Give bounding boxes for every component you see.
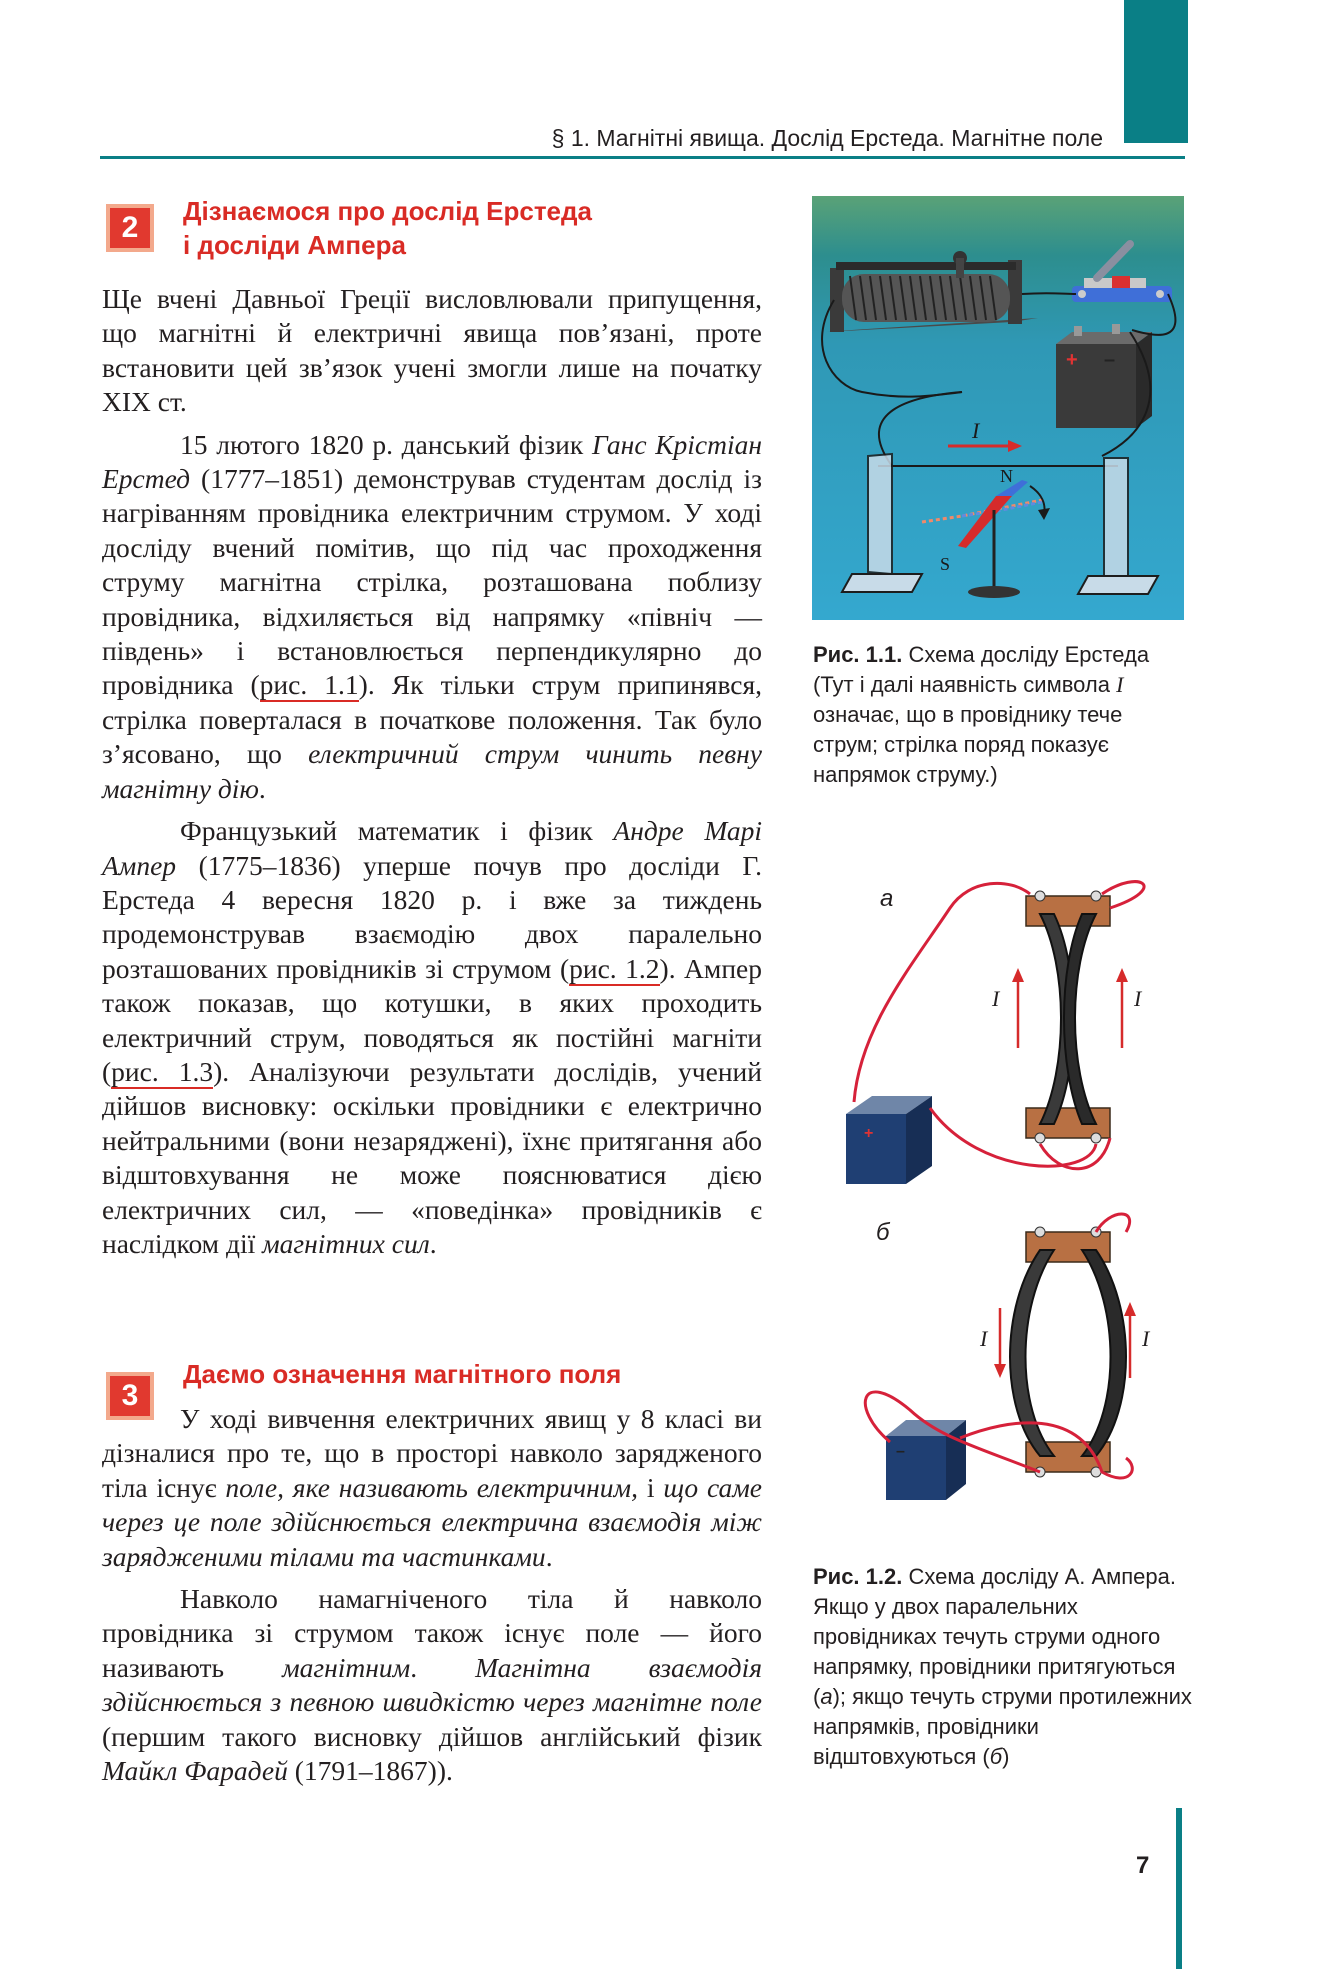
svg-text:+: + xyxy=(1066,349,1078,371)
header-rule xyxy=(100,156,1185,159)
section-2-badge: 2 xyxy=(110,208,150,248)
fig2-label-b: б xyxy=(876,1219,890,1246)
figure-1-1-oersted-experiment xyxy=(812,196,1184,620)
ref-fig-1-2[interactable]: рис. 1.2 xyxy=(569,952,660,984)
paragraph-3: Французький математик і фізик Андре Марі Ампер (1775–1836) уперше почув про досліди Г. Ерстеда 4 вересня 1820 р. і вже за тиждень продемонстрував взаємодію двох паралельно розташованих провідників зі струмом (рис. 1.2). Ампер також показав, що котушки, в яких проходить електричний струм, поводяться як постійні магніти (рис. 1.3). Аналізуючи результати дослідів, учений дійшов висновку: оскільки провідники є електрично нейтральними (вони незаряджені), їхнє притягання або відштовхування не може пояснюватися дією електричних сил, — «поведінка» провідників є наслідком дії магнітних сил. xyxy=(102,815,762,1259)
running-header: § 1. Магнітні явища. Дослід Ерстеда. Магнітне поле xyxy=(551,125,1103,151)
section-2-title-line2: і досліди Ампера xyxy=(183,230,406,260)
ref-fig-1-1[interactable]: рис. 1.1 xyxy=(259,669,359,701)
name-oersted: Ганс Крістіан Ерстед xyxy=(102,428,762,495)
page-number: 7 xyxy=(1136,1852,1150,1879)
fig2b-current-left: I xyxy=(980,1326,988,1351)
paragraph-4: У ході вивчення електричних явищ у 8 класі ви дізналися про те, що в просторі навколо зарядженого тіла існує поле, яке називають електричним, і що саме через це поле здійснюється електрична взаємодія між зарядженими тілами та частинками. xyxy=(102,1403,762,1572)
conductors-repelling-icon xyxy=(1010,1227,1126,1477)
emphasis-electric-interaction: що саме через це поле здійснюється електрична взаємодія між зарядженими тілами та частинками xyxy=(102,1471,762,1572)
fig1-south-label: S xyxy=(940,554,951,574)
svg-text:–: – xyxy=(1104,349,1116,371)
chapter-tab-bottom xyxy=(1176,1808,1182,1969)
fig2a-current-right: I xyxy=(1134,986,1142,1011)
caption-fig-1-1: Рис. 1.1. Схема досліду Ерстеда (Тут і далі наявність символа I означає, що в провіднику тече струм; стрілка поряд показує напрямок струму.) xyxy=(813,642,1150,787)
svg-text:+: + xyxy=(864,1125,874,1142)
section-3-title: Даємо означення магнітного поля xyxy=(183,1359,622,1389)
fig2a-current-left: I xyxy=(992,986,1000,1011)
body-text-block-2 xyxy=(102,1402,762,1788)
caption-fig-1-2: Рис. 1.2. Схема досліду А. Ампера. Якщо у двох паралельних провідниках течуть струми одного напрямку, провідники притягуються (а); якщо течуть струми протилежних напрямків, провідники відштовхуються (б) xyxy=(813,1564,1192,1769)
emphasis-magnetic-forces: магнітних сил xyxy=(262,1227,430,1259)
chapter-tab-top xyxy=(1124,0,1188,143)
name-faraday: Майкл Фарадей xyxy=(102,1755,288,1787)
paragraph-2: 15 лютого 1820 р. данський фізик Ганс Крістіан Ерстед (1777–1851) демонстрував студентам дослід із нагріванням провідника електричним струмом. У ході досліду вчений помітив, що під час проходження струму магнітна стрілка, розташована поблизу провідника, відхиляється від напрямку «північ — південь» і встановлюється перпендикулярно до провідника (рис. 1.1). Як тільки струм припинявся, стрілка поверталася в початкове положення. Так було з’ясовано, що електричний струм чинить певну магнітну дію. xyxy=(102,428,762,804)
figure-1-2-ampere-experiment xyxy=(840,848,1170,1508)
svg-text:–: – xyxy=(896,1443,905,1460)
fig2b-current-right: I xyxy=(1142,1326,1150,1351)
emphasis-magnetic-interaction: Магнітна взаємодія здійснюється з певною швидкістю через магнітне поле xyxy=(102,1651,762,1718)
paragraph-1: Ще вчені Давньої Греції висловлювали припущення, що магнітні й електричні явища пов’язані, проте встановити цей зв’язок учені змогли лише на початку XIX ст. xyxy=(102,283,762,418)
fig1-current-label: I xyxy=(972,418,980,443)
conductors-attracting-icon xyxy=(1026,891,1110,1143)
name-ampere: Андре Марі Ампер xyxy=(102,815,762,881)
section-2-title-line1: Дізнаємося про дослід Ерстеда xyxy=(183,196,592,226)
paragraph-5: Навколо намагніченого тіла й навколо провідника зі струмом також існує поле — його називають магнітним. Магнітна взаємодія здійснюється з певною швидкістю через магнітне поле (першим такого висновку дійшов англійський фізик Майкл Фарадей (1791–1867)). xyxy=(102,1583,762,1787)
battery-icon xyxy=(1056,324,1152,428)
battery-a-icon xyxy=(846,1096,932,1184)
section-3-badge: 3 xyxy=(110,1376,150,1416)
ref-fig-1-3[interactable]: рис. 1.3 xyxy=(111,1055,214,1087)
body-text-block-1 xyxy=(102,282,762,1261)
fig1-north-label: N xyxy=(1000,466,1013,486)
emphasis-magnetic-action: електричний струм чинить певну магнітну дію xyxy=(102,738,762,804)
fig2-label-a: а xyxy=(880,885,894,912)
battery-b-icon xyxy=(886,1420,966,1500)
section-2-title xyxy=(183,194,592,262)
